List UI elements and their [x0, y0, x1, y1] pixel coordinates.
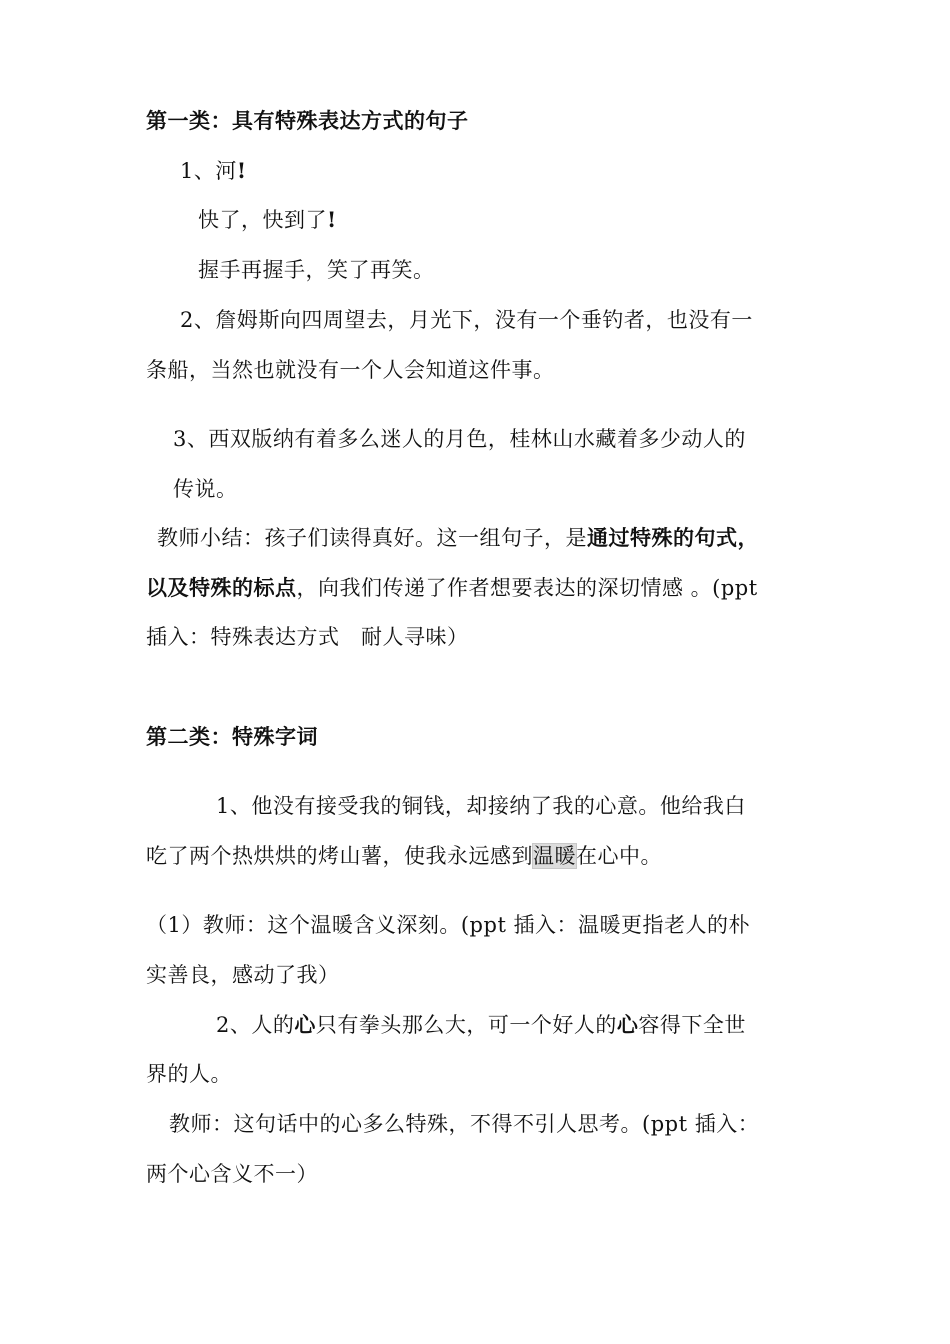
- item-text: 吃了两个热烘烘的烤山薯，使我永远感到: [146, 844, 533, 868]
- section2-heading: 第二类：特殊字词: [146, 724, 318, 749]
- item-text: 只有拳头那么大，可一个好人的: [315, 1013, 617, 1037]
- exclamation-mark: !: [236, 158, 247, 183]
- s1-item1-line3: 握手再握手，笑了再笑。: [198, 258, 435, 282]
- emphasis-word: 心: [294, 1012, 316, 1037]
- s2-item1-line2: [146, 841, 662, 871]
- s2-item2-line1: [216, 1010, 746, 1040]
- summary-text: 教师小结：孩子们读得真好。这一组句子，是: [157, 526, 587, 550]
- emphasis-word: 心: [616, 1012, 639, 1037]
- s2-note1-line2: 实善良，感动了我）: [146, 963, 340, 987]
- s1-item2-line2: 条船，当然也就没有一个人会知道这件事。: [146, 358, 555, 382]
- s1-item3-line1: 3、西双版纳有着多么迷人的月色，桂林山水藏着多少动人的: [173, 427, 746, 451]
- s2-note1-line1: （1）教师：这个温暖含义深刻。(ppt 插入：温暖更指老人的朴: [146, 913, 751, 937]
- item-text: 容得下全世: [638, 1013, 746, 1037]
- item-number: 1、: [180, 159, 216, 183]
- s1-summary-line3: 插入：特殊表达方式 耐人寻味）: [146, 625, 469, 649]
- summary-text: ，向我们传递了作者想要表达的深切情感 。(ppt: [296, 576, 758, 600]
- s2-item1-line1: 1、他没有接受我的铜钱，却接纳了我的心意。他给我白: [216, 794, 746, 818]
- s2-note2-line1: 教师：这句话中的心多么特殊，不得不引人思考。(ppt 插入：: [169, 1112, 760, 1136]
- s1-item3-line2: 传说。: [173, 477, 238, 501]
- item-text: 在心中。: [576, 844, 662, 868]
- summary-emphasis: 通过特殊的句式，: [587, 525, 759, 550]
- s1-summary-line1: [157, 523, 759, 553]
- s2-note2-line2: 两个心含义不一）: [146, 1162, 318, 1186]
- summary-emphasis: 以及特殊的标点: [146, 575, 297, 600]
- item-text: 2、人的: [216, 1013, 295, 1037]
- item-text: 快了，快到了: [198, 208, 327, 232]
- s2-item2-line2: 界的人。: [146, 1062, 232, 1086]
- section1-heading: 第一类：具有特殊表达方式的句子: [146, 108, 469, 133]
- exclamation-mark: !: [327, 207, 337, 232]
- highlighted-word: 温暖: [533, 844, 576, 868]
- s1-item1-line1: [180, 156, 247, 186]
- s1-item1-line2: [198, 205, 337, 235]
- s1-summary-line2: [146, 573, 758, 603]
- item-text: 河: [215, 159, 237, 183]
- s1-item2-line1: 2、詹姆斯向四周望去，月光下，没有一个垂钓者，也没有一: [180, 308, 753, 332]
